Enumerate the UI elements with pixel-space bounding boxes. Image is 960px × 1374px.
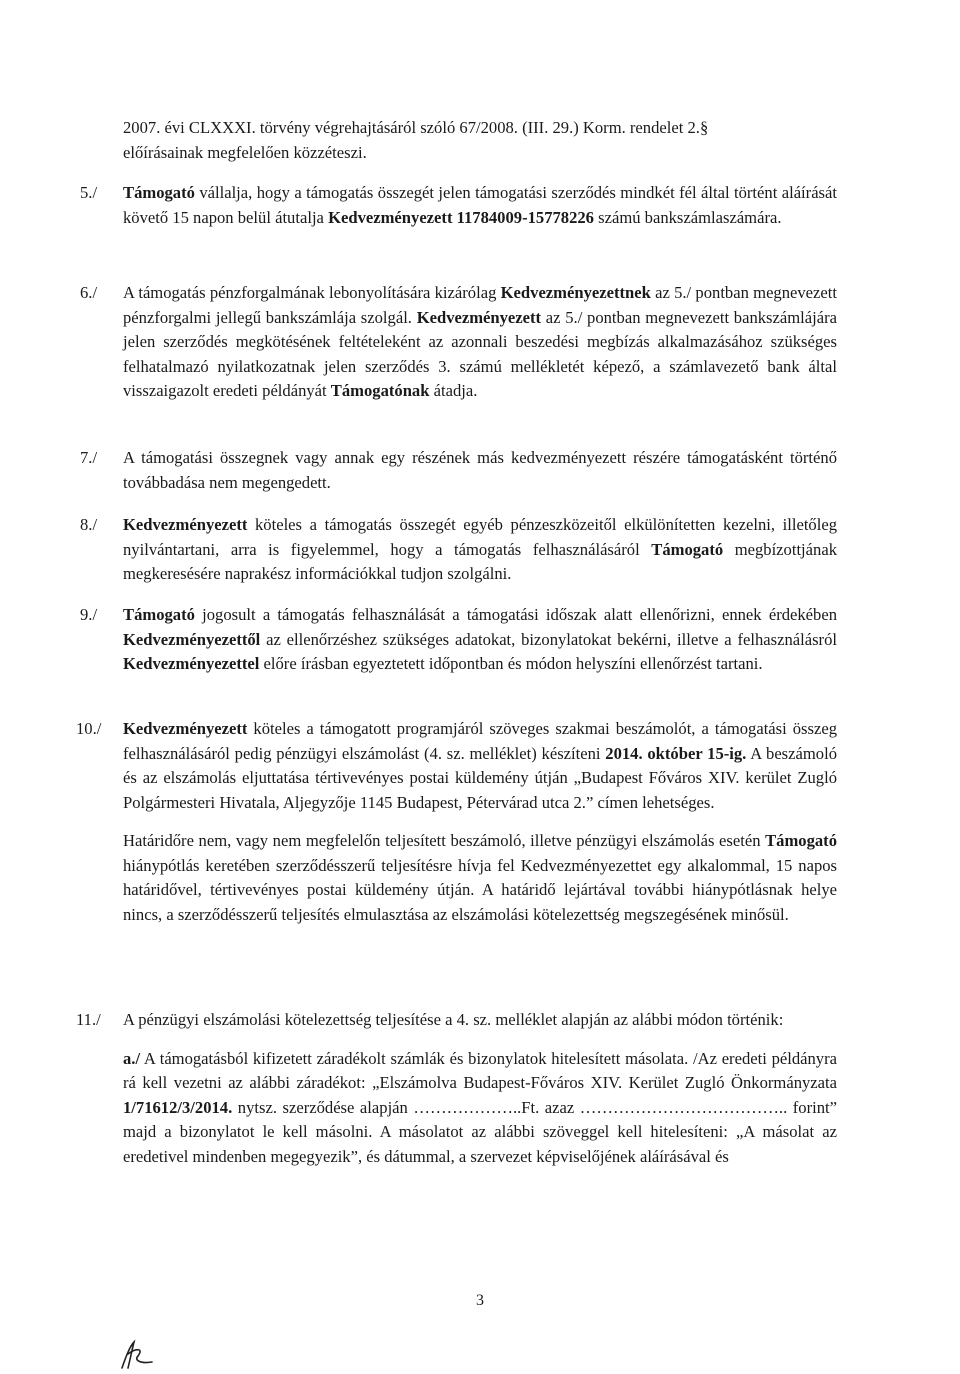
text-run: köteles a támogatás összegét egyéb pénzeszközeitől elkülönítetten kezelni, illetőleg nyilvántartani, arra is figyelemmel, hogy a támogatás felhasználásáról [123,515,837,559]
clause-number: 10./ [76,719,102,738]
clause-text [123,281,837,404]
clause-number: 8./ [80,515,98,534]
text-run: A támogatásból kifizetett záradékolt számlák és bizonylatok hitelesített másolata. /Az eredeti példányra rá kell vezetni az alábbi záradékot: „Elszámolva Budapest-Főváros XIV. Kerület Zugló Önkormányzata [123,1048,837,1092]
bold-text-run: Támogató [651,539,724,559]
text-run: nytsz. szerződése alapján ………………..Ft. azaz ……………………………….. forint” majd a bizonylatot le kell másolni. A másolatot az alábbi szöveggel kell hitelesíteni: „A másolat az eredetivel mindenben megegyezik”, és dátummal, a szervezet képviselőjének aláírásával és [123,1097,837,1166]
clause-text [123,717,837,815]
clause-number: 6./ [80,283,98,302]
text-run: átadja. [429,381,478,400]
text-run: számú bankszámlaszámára. [593,207,782,227]
clause-7 [80,446,837,495]
clause-subitem-a [123,1047,837,1170]
clause-number: 5./ [80,183,98,202]
text-run: előre írásban egyeztetett időpontban és módon helyszíni ellenőrzést tartani. [259,654,763,673]
bold-text-run: Támogatónak [330,381,430,400]
clause-text [123,181,837,230]
text-run: A pénzügyi elszámolási kötelezettség teljesítése a 4. sz. melléklet alapján az alábbi módon történik: [123,1010,784,1029]
bold-text-run: Kedvezményezett [123,719,248,738]
clause-8 [80,513,837,587]
intro-paragraph [123,116,837,165]
text-run: megbízottjának megkeresésére naprakész információkkal tudjon szolgálni. [123,539,837,583]
bold-text-run: 2014. október 15-ig. [605,743,747,763]
clause-11 [76,1008,837,1169]
text-run: köteles a támogatott programjáról szöveges szakmai beszámolót, a támogatási összeg felhasználásáról pedig pénzügyi elszámolást (4. sz. melléklet) készíteni [123,719,837,763]
bold-text-run: 1/71612/3/2014. [123,1097,233,1117]
bold-text-run: Kedvezményezett [123,515,248,534]
intro-line-2: előírásainak megfelelően közzéteszi. [123,142,367,162]
text-run: A beszámoló és az elszámolás eljuttatása tértivevényes postai küldemény útján „Budapest Főváros XIV. kerület Zugló Polgármesteri Hivatala, Aljegyzője 1145 Budapest, Pétervárad utca 2.” címen lehetséges. [123,743,837,812]
clause-text [123,1008,837,1033]
text-run: vállalja, hogy a támogatás összegét jelen támogatási szerződés mindkét fél által történt aláírását követő 15 napon belül átutalja [123,183,837,227]
bold-text-run: Támogató [765,831,837,850]
bold-text-run: Kedvezményezettnek [500,283,651,302]
text-run: az ellenőrzéshez szükséges adatokat, bizonylatokat bekérni, illetve a felhasználásról [260,629,837,649]
text-run: az 5./ pontban megnevezett pénzforgalmi jellegű bankszámlája szolgál. [123,283,838,327]
bold-text-run: Kedvezményezettől [123,629,261,649]
clause-10 [76,717,837,927]
text-run: Határidőre nem, vagy nem megfelelőn teljesített beszámoló, illetve pénzügyi elszámolás esetén [123,831,766,850]
text-run: A támogatási összegnek vagy annak egy részének más kedvezményezett részére támogatásként történő továbbadása nem megengedett. [123,448,837,492]
bold-text-run: Támogató [123,605,195,624]
clause-number: 9./ [80,605,98,624]
clause-text [123,603,837,677]
text-run: A támogatás pénzforgalmának lebonyolítására kizárólag [123,283,501,302]
clause-9 [80,603,837,677]
clause-number: 11./ [76,1010,101,1029]
page-number: 3 [476,1292,484,1309]
handwritten-initial-signature [118,1338,158,1372]
clause-text [123,513,837,587]
bold-text-run: Kedvezményezettel [123,654,260,673]
text-run: az 5./ pontban megnevezett bankszámlájára jelen szerződés megkötésének feltételeként az azonnali beszedési megbízás alkalmazásához szükséges felhatalmazó nyilatkozatnak jelen szerződés 3. számú mellékletét képező, a számlavezető bank által visszaigazolt eredeti példányát [123,307,837,400]
clause-5 [80,181,837,230]
bold-text-run: Kedvezményezett 11784009-15778226 [328,207,594,227]
bold-text-run: Támogató [123,183,195,202]
clause-number: 7./ [80,448,98,467]
bold-text-run: a./ [123,1048,141,1068]
clause-text [123,446,837,495]
text-run: hiánypótlás keretében szerződésszerű teljesítésre hívja fel Kedvezményezettet egy alkalommal, 15 napos határidővel, tértivevényes postai küldemény útján. A határidő lejártával további hiánypótlásnak helye nincs, a szerződésszerű teljesítés elmulasztása az elszámolási kötelezettség megszegésének minősül. [123,855,837,924]
clause-6 [80,281,838,404]
clause-text-continued [123,829,837,927]
bold-text-run: Kedvezményezett [416,307,542,327]
text-run: jogosult a támogatás felhasználását a támogatási időszak alatt ellenőrizni, ennek érdekében [194,605,837,624]
intro-line-1: 2007. évi CLXXXI. törvény végrehajtásáról szóló 67/2008. (III. 29.) Korm. rendelet 2.§ [123,118,709,137]
